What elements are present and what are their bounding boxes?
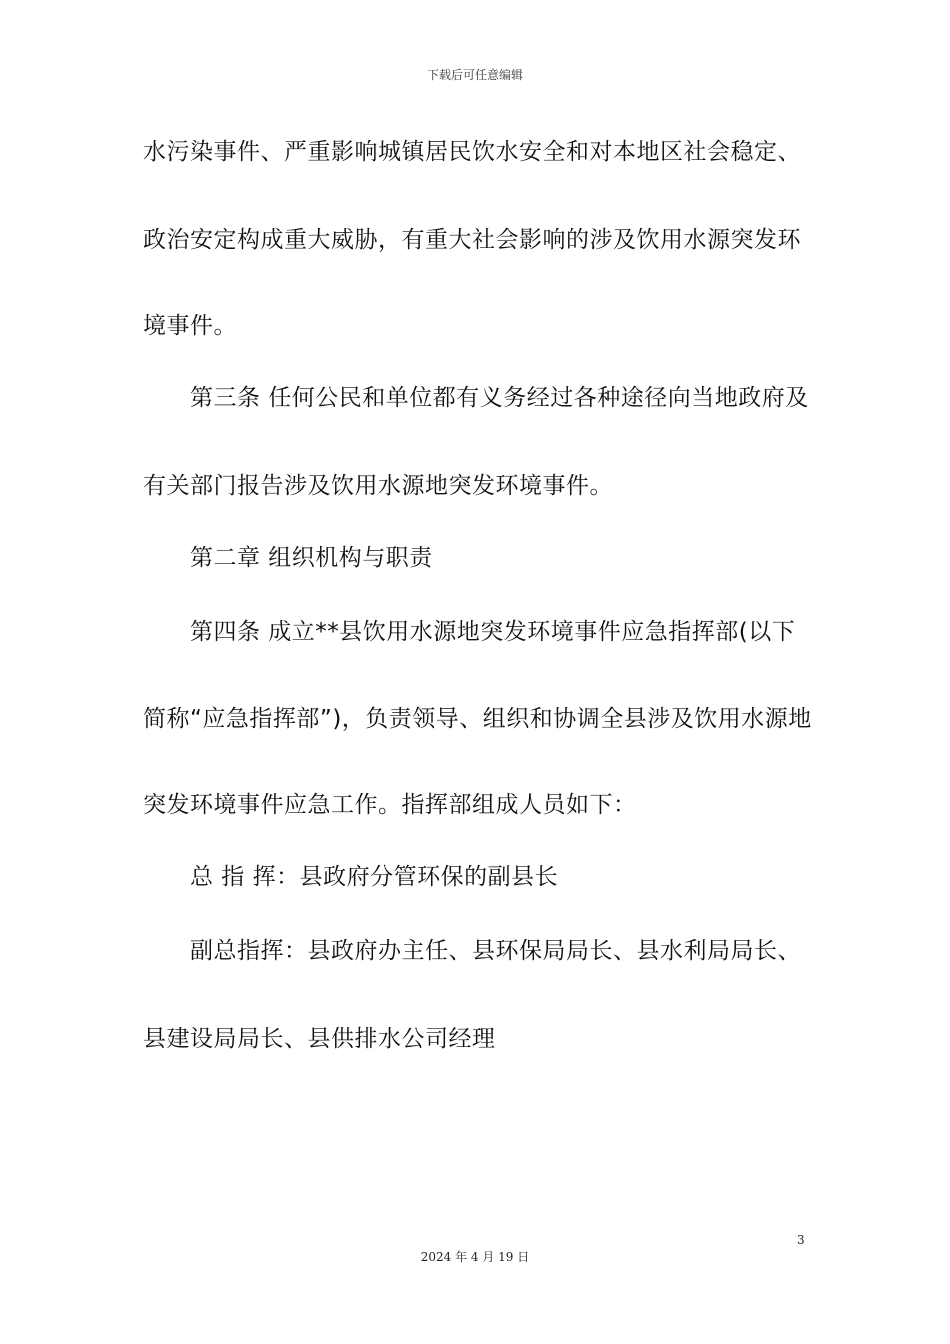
deputy-commander-line-2: 县建设局局长、县供排水公司经理 (143, 1026, 496, 1052)
body-line-2: 政治安定构成重大威胁，有重大社会影响的涉及饮用水源突发环 (143, 227, 801, 253)
commander-line: 总 指 挥：县政府分管环保的副县长 (190, 864, 559, 890)
page-number: 3 (797, 1233, 805, 1247)
article-4-line-1: 第四条 成立**县饮用水源地突发环境事件应急指挥部(以下 (190, 619, 796, 645)
body-line-3: 境事件。 (143, 313, 237, 339)
article-3-line-2: 有关部门报告涉及饮用水源地突发环境事件。 (143, 473, 613, 499)
deputy-commander-line-1: 副总指挥：县政府办主任、县环保局局长、县水利局局长、 (190, 938, 801, 964)
article-4-line-2: 简称“应急指挥部”)，负责领导、组织和协调全县涉及饮用水源地 (143, 706, 812, 732)
header-note: 下载后可任意编辑 (426, 68, 523, 82)
article-3-line-1: 第三条 任何公民和单位都有义务经过各种途径向当地政府及 (190, 385, 809, 411)
body-line-1: 水污染事件、严重影响城镇居民饮水安全和对本地区社会稳定、 (143, 139, 801, 165)
chapter-2-heading: 第二章 组织机构与职责 (190, 545, 433, 571)
footer-date: 2024 年 4 月 19 日 (420, 1250, 530, 1264)
article-4-line-3: 突发环境事件应急工作。指挥部组成人员如下： (143, 792, 637, 818)
